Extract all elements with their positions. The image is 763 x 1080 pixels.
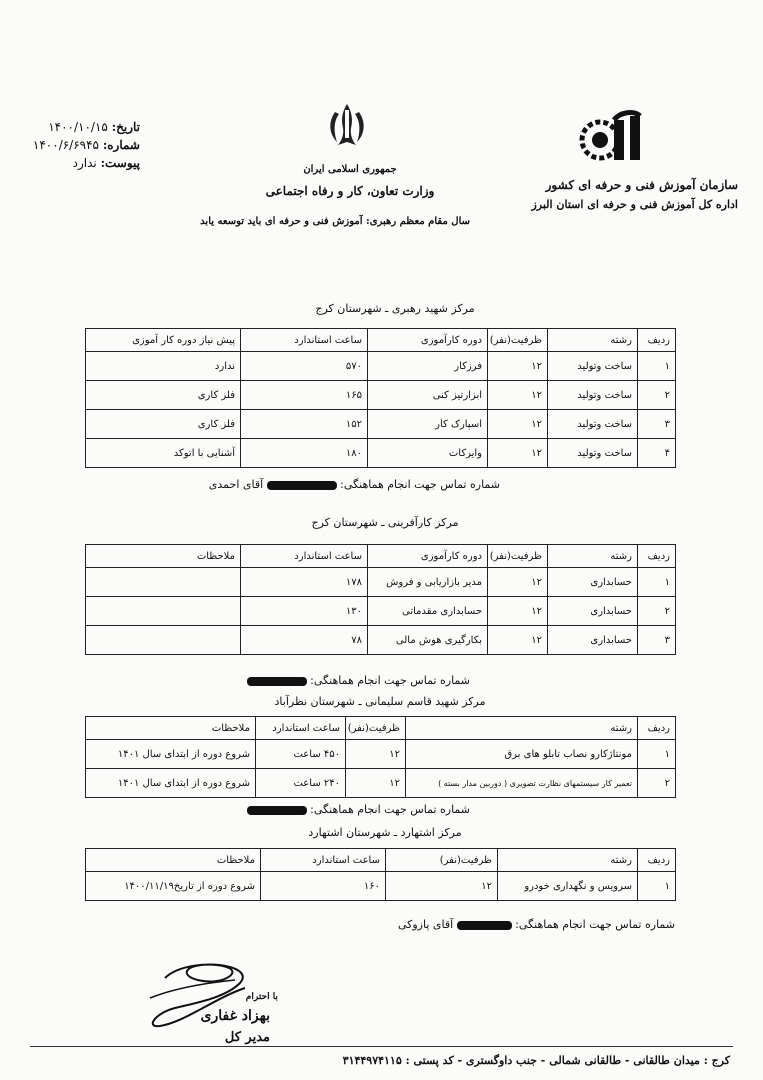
- cell-hours: ۵۷۰: [241, 352, 368, 381]
- cell-notes: شروع دوره از تاریخ۱۴۰۰/۱۱/۱۹: [86, 872, 261, 901]
- table-row: [86, 568, 676, 597]
- org-province: اداره کل آموزش فنی و حرفه ای استان البرز: [531, 198, 738, 211]
- ministry-title: وزارت تعاون، کار و رفاه اجتماعی: [265, 184, 435, 198]
- section4-contact: [375, 918, 675, 931]
- header-row-num: ردیف: [638, 545, 676, 568]
- cell-prerequisite: فلز کاری: [86, 410, 241, 439]
- cell-row-num: ۱: [638, 352, 676, 381]
- cell-capacity: ۱۲: [488, 597, 548, 626]
- cell-capacity: ۱۲: [488, 410, 548, 439]
- header-row-num: ردیف: [638, 329, 676, 352]
- header-capacity: ظرفیت(نفر): [488, 545, 548, 568]
- header-hours: ساعت استاندارد: [241, 545, 368, 568]
- cell-row-num: ۲: [638, 769, 676, 798]
- header-capacity: ظرفیت(نفر): [488, 329, 548, 352]
- header-prerequisite: پیش نیاز دوره کار آموزی: [86, 329, 241, 352]
- republic-title: جمهوری اسلامی ایران: [303, 164, 397, 175]
- footer-address: [190, 1054, 730, 1067]
- footer-divider: [30, 1046, 733, 1047]
- cell-hours: ۱۸۰: [241, 439, 368, 468]
- cell-course: بکارگیری هوش مالی: [368, 626, 488, 655]
- cell-hours: ۱۵۲: [241, 410, 368, 439]
- cell-notes: [86, 568, 241, 597]
- table-header-row: [86, 329, 676, 352]
- table-header-row: [86, 849, 676, 872]
- cell-capacity: ۱۲: [488, 381, 548, 410]
- organization-logo-icon: [578, 108, 650, 168]
- contact-person: آقای احمدی: [208, 478, 264, 491]
- header-notes: ملاحظات: [86, 849, 261, 872]
- redacted-phone: [267, 481, 337, 490]
- cell-hours: ۱۶۰: [261, 872, 386, 901]
- cell-hours: ۱۷۸: [241, 568, 368, 597]
- cell-row-num: ۳: [638, 410, 676, 439]
- cell-capacity: ۱۲: [488, 626, 548, 655]
- postal-code: ۳۱۴۴۹۷۴۱۱۵: [342, 1054, 402, 1067]
- cell-field: تعمیر کار سیستمهای نظارت تصویری ( دوربین مدار بسته ): [406, 769, 638, 798]
- header-hours: ساعت استاندارد: [241, 329, 368, 352]
- cell-row-num: ۱: [638, 872, 676, 901]
- table-row: [86, 597, 676, 626]
- header-course: دوره کارآموزی: [368, 329, 488, 352]
- table-row: [86, 740, 676, 769]
- table-row: [86, 381, 676, 410]
- redacted-phone: [247, 806, 307, 815]
- section4-title: مرکز اشتهارد ـ شهرستان اشتهارد: [308, 826, 462, 839]
- cell-row-num: ۱: [638, 568, 676, 597]
- section1-contact: [208, 478, 500, 491]
- attachment-label: پیوست:: [100, 156, 140, 170]
- cell-field: ساخت وتولید: [548, 439, 638, 468]
- cell-row-num: ۴: [638, 439, 676, 468]
- header-course: دوره کارآموزی: [368, 545, 488, 568]
- header-field: رشته: [406, 717, 638, 740]
- cell-notes: [86, 626, 241, 655]
- attachment-value: ندارد: [72, 156, 97, 170]
- cell-course: وایرکات: [368, 439, 488, 468]
- cell-field: ساخت وتولید: [548, 352, 638, 381]
- cell-course: اسپارک کار: [368, 410, 488, 439]
- cell-prerequisite: ندارد: [86, 352, 241, 381]
- header-hours: ساعت استاندارد: [261, 849, 386, 872]
- cell-row-num: ۲: [638, 381, 676, 410]
- number-label: شماره:: [102, 138, 140, 152]
- signatory-position: مدیر کل: [224, 1030, 270, 1045]
- contact-label: شماره تماس جهت انجام هماهنگی:: [310, 803, 470, 816]
- cell-capacity: ۱۲: [488, 439, 548, 468]
- contact-label: شماره تماس جهت انجام هماهنگی:: [340, 478, 500, 491]
- table-row: [86, 626, 676, 655]
- cell-capacity: ۱۲: [386, 872, 498, 901]
- cell-hours: ۲۴۰ ساعت: [256, 769, 346, 798]
- number-value: ۱۴۰۰/۶/۶۹۴۵: [32, 138, 99, 152]
- redacted-phone: [457, 921, 512, 930]
- cell-notes: [86, 597, 241, 626]
- cell-prerequisite: فلز کاری: [86, 381, 241, 410]
- address-text: کرج : میدان طالقانی - طالقانی شمالی - جنب داوگستری - کد پستی :: [405, 1054, 730, 1067]
- header-row-num: ردیف: [638, 849, 676, 872]
- cell-field: حسابداری: [548, 626, 638, 655]
- section2-contact: [270, 674, 470, 687]
- cell-hours: ۷۸: [241, 626, 368, 655]
- letter-meta: [30, 118, 140, 172]
- header-capacity: ظرفیت(نفر): [346, 717, 406, 740]
- table-header-row: [86, 717, 676, 740]
- section2-title: مرکز کارآفرینی ـ شهرستان کرج: [311, 516, 459, 529]
- cell-capacity: ۱۲: [488, 352, 548, 381]
- cell-capacity: ۱۲: [346, 769, 406, 798]
- iran-emblem-icon: [322, 100, 372, 150]
- contact-label: شماره تماس جهت انجام هماهنگی:: [515, 918, 675, 931]
- section2-table: [85, 544, 676, 655]
- date-value: ۱۴۰۰/۱۰/۱۵: [48, 120, 108, 134]
- section1-table: [85, 328, 676, 468]
- org-name: سازمان آموزش فنی و حرفه ای کشور: [545, 178, 738, 192]
- cell-capacity: ۱۲: [346, 740, 406, 769]
- table-row: [86, 769, 676, 798]
- cell-row-num: ۲: [638, 597, 676, 626]
- cell-hours: ۱۶۵: [241, 381, 368, 410]
- section1-title: مرکز شهید رهبری ـ شهرستان کرج: [315, 302, 475, 315]
- cell-capacity: ۱۲: [488, 568, 548, 597]
- cell-hours: ۴۵۰ ساعت: [256, 740, 346, 769]
- signature-salutation: با احترام: [245, 992, 278, 1002]
- cell-field: ساخت وتولید: [548, 381, 638, 410]
- header-notes: ملاحظات: [86, 717, 256, 740]
- cell-notes: شروع دوره از ابتدای سال ۱۴۰۱: [86, 769, 256, 798]
- cell-prerequisite: آشنایی با اتوکد: [86, 439, 241, 468]
- year-slogan: سال مقام معظم رهبری: آموزش فنی و حرفه ای باید توسعه یابد: [200, 216, 470, 227]
- cell-course: فرزکار: [368, 352, 488, 381]
- cell-field: مونتاژکارو نصاب تابلو های برق: [406, 740, 638, 769]
- table-header-row: [86, 545, 676, 568]
- cell-field: سرویس و نگهداری خودرو: [498, 872, 638, 901]
- cell-course: ابزارتیز کنی: [368, 381, 488, 410]
- table-row: [86, 410, 676, 439]
- section4-table: [85, 848, 676, 901]
- header-hours: ساعت استاندارد: [256, 717, 346, 740]
- table-row: [86, 352, 676, 381]
- cell-notes: شروع دوره از ابتدای سال ۱۴۰۱: [86, 740, 256, 769]
- table-row: [86, 872, 676, 901]
- cell-course: حسابداری مقدماتی: [368, 597, 488, 626]
- contact-label: شماره تماس جهت انجام هماهنگی:: [310, 674, 470, 687]
- section3-table: [85, 716, 676, 798]
- section3-title: مرکز شهید قاسم سلیمانی ـ شهرستان نظرآباد: [274, 695, 486, 708]
- cell-field: حسابداری: [548, 568, 638, 597]
- header-capacity: ظرفیت(نفر): [386, 849, 498, 872]
- cell-course: مدیر بازاریابی و فروش: [368, 568, 488, 597]
- header-row-num: ردیف: [638, 717, 676, 740]
- table-row: [86, 439, 676, 468]
- redacted-phone: [247, 677, 307, 686]
- contact-person: آقای پازوکی: [397, 918, 454, 931]
- cell-field: حسابداری: [548, 597, 638, 626]
- date-label: تاریخ:: [111, 120, 140, 134]
- section3-contact: [270, 803, 470, 816]
- header-field: رشته: [548, 545, 638, 568]
- cell-row-num: ۱: [638, 740, 676, 769]
- header-field: رشته: [498, 849, 638, 872]
- cell-field: ساخت وتولید: [548, 410, 638, 439]
- signatory-name: بهزاد غفاری: [200, 1008, 270, 1024]
- cell-hours: ۱۳۰: [241, 597, 368, 626]
- header-notes: ملاحظات: [86, 545, 241, 568]
- header-field: رشته: [548, 329, 638, 352]
- cell-row-num: ۳: [638, 626, 676, 655]
